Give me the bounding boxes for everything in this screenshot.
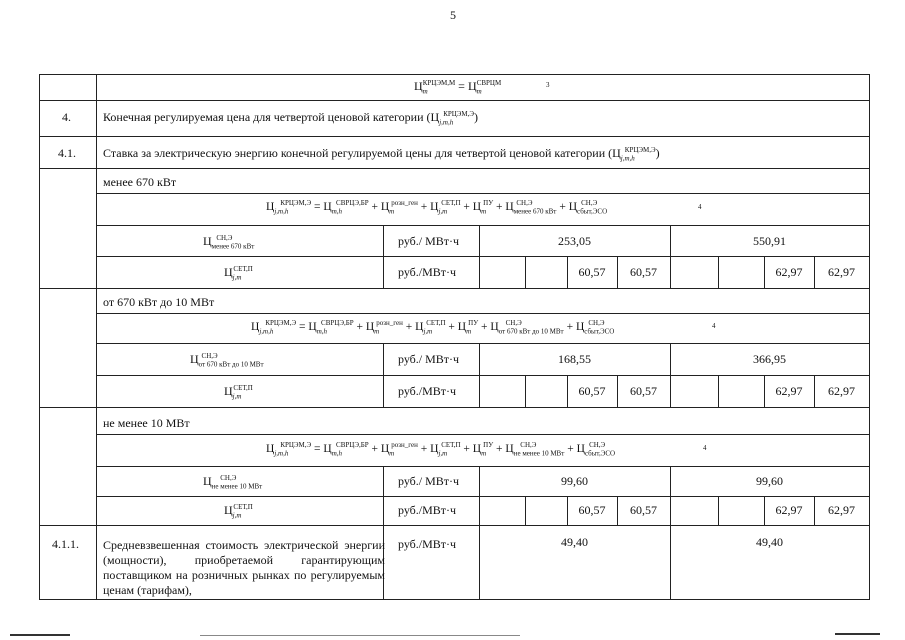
footnote-marker: 3 — [546, 81, 550, 89]
value-cell: 49,40 — [561, 535, 588, 549]
table-border-num — [96, 74, 97, 600]
formula-row-8: $Ц_{j,m,h}^{КРЦЭМ,Э} = Ц_{m,h}^{СВРЦЭ,БР} + Ц_m^{розн\_ген} + Ц_{j,m}^{СЕТ,П} + Ц_m^{ПУ} + Ц_{от 670 кВт до 10 МВт}^{СН,Э} + Ц_{сбыт,ЭСО}^{СН,Э}$ — [251, 319, 615, 336]
value-cell: 99,60 — [756, 474, 783, 488]
value-cell: 62,97 — [828, 503, 855, 517]
row-line — [96, 375, 870, 376]
col-line — [718, 496, 719, 525]
col-line — [525, 375, 526, 407]
item-title: Ставка за электрическую энергию конечной регулируемой цены для четвертой ценовой категории $(Ц_{j,m,h}^{КРЦЭМ,Э})$ — [103, 146, 660, 163]
unit-label: руб./МВт·ч — [398, 265, 457, 279]
scan-artifact — [200, 635, 520, 636]
row-line — [96, 496, 870, 497]
value-cell: 60,57 — [578, 265, 606, 279]
row-line — [39, 407, 870, 408]
col-line — [718, 375, 719, 407]
value-cell: 60,57 — [578, 384, 606, 398]
row-line — [39, 100, 870, 101]
row-line — [96, 434, 870, 435]
row-line — [39, 525, 870, 526]
component-label: $Ц_{от 670 кВт до 10 МВт}^{СН,Э}$ — [190, 352, 264, 369]
table-border-right — [869, 74, 870, 600]
row-line — [96, 193, 870, 194]
value-cell: 60,57 — [630, 384, 657, 398]
category-label: не менее 10 МВт — [103, 416, 190, 430]
row-line — [39, 136, 870, 137]
component-label: $Ц_{менее 670 кВт}^{СН,Э}$ — [203, 234, 255, 251]
component-label: $Ц_{j,m}^{СЕТ,П}$ — [224, 503, 253, 520]
value-cell: 49,40 — [756, 535, 783, 549]
value-cell: 62,97 — [775, 265, 803, 279]
value-cell: 366,95 — [753, 352, 786, 366]
unit-label: руб./МВт·ч — [398, 503, 457, 517]
footnote-marker: 4 — [703, 444, 707, 452]
formula-row-4: $Ц_{j,m,h}^{КРЦЭМ,Э} = Ц_{m,h}^{СВРЦЭ,БР} + Ц_m^{розн\_ген} + Ц_{j,m}^{СЕТ,П} + Ц_m^{ПУ} + Ц_{менее 670 кВт}^{СН,Э} + Ц_{сбыт,ЭСО}^{СН,Э}$ — [266, 199, 608, 216]
col-line — [718, 256, 719, 288]
row-line — [96, 466, 870, 467]
value-cell: 62,97 — [828, 384, 855, 398]
page-number: 5 — [450, 8, 456, 22]
value-cell: 60,57 — [630, 503, 657, 517]
value-cell: 62,97 — [775, 503, 803, 517]
scan-artifact — [10, 634, 70, 636]
value-cell: 550,91 — [753, 234, 786, 248]
item-title: Конечная регулируемая цена для четвертой ценовой категории $(Ц_{j,m,h}^{КРЦЭМ,Э})$ — [103, 110, 479, 127]
category-label: менее 670 кВт — [103, 175, 177, 189]
component-label: $Ц_{j,m}^{СЕТ,П}$ — [224, 384, 253, 401]
formula-row-12: $Ц_{j,m,h}^{КРЦЭМ,Э} = Ц_{m,h}^{СВРЦЭ,БР} + Ц_m^{розн\_ген} + Ц_{j,m}^{СЕТ,П} + Ц_m^{ПУ} + Ц_{не менее 10 МВт}^{СН,Э} + Ц_{сбыт,ЭСО}^{СН,Э}$ — [266, 441, 616, 458]
row-line — [96, 343, 870, 344]
value-cell: 62,97 — [828, 265, 855, 279]
value-cell: 60,57 — [578, 503, 606, 517]
row-line — [96, 256, 870, 257]
item-number: 4. — [62, 110, 71, 124]
row-line — [39, 599, 870, 600]
unit-label: руб./ МВт·ч — [398, 474, 460, 488]
component-label: $Ц_{не менее 10 МВт}^{СН,Э}$ — [203, 474, 263, 491]
item-number: 4.1. — [58, 146, 76, 160]
category-label: от 670 кВт до 10 МВт — [103, 295, 215, 309]
footnote-marker: 4 — [698, 203, 702, 211]
formula-row-0: $Ц_m^{КРЦЭМ,М} = Ц_m^{СВРЦМ}$ — [414, 79, 502, 96]
value-cell: 168,55 — [558, 352, 591, 366]
col-line — [525, 496, 526, 525]
item-description: Средневзвешенная стоимость электрической энергии (мощности), приобретаемой гарантирующим поставщиком на розничных рынках по регулируемым ценам (тарифам), — [103, 538, 385, 597]
row-line — [96, 225, 870, 226]
footnote-marker: 4 — [712, 322, 716, 330]
value-cell: 62,97 — [775, 384, 803, 398]
col-line — [383, 343, 384, 407]
unit-label: руб./МВт·ч — [398, 537, 457, 551]
unit-label: руб./ МВт·ч — [398, 234, 460, 248]
row-line — [96, 313, 870, 314]
row-line — [39, 288, 870, 289]
item-number: 4.1.1. — [52, 537, 79, 551]
unit-label: руб./МВт·ч — [398, 384, 457, 398]
value-cell: 60,57 — [630, 265, 657, 279]
row-line — [39, 74, 870, 75]
col-line — [383, 225, 384, 288]
table-border-left — [39, 74, 40, 600]
col-line — [525, 256, 526, 288]
unit-label: руб./ МВт·ч — [398, 352, 460, 366]
component-label: $Ц_{j,m}^{СЕТ,П}$ — [224, 265, 253, 282]
value-cell: 253,05 — [558, 234, 591, 248]
value-cell: 99,60 — [561, 474, 588, 488]
scan-artifact — [835, 633, 880, 635]
row-line — [39, 168, 870, 169]
